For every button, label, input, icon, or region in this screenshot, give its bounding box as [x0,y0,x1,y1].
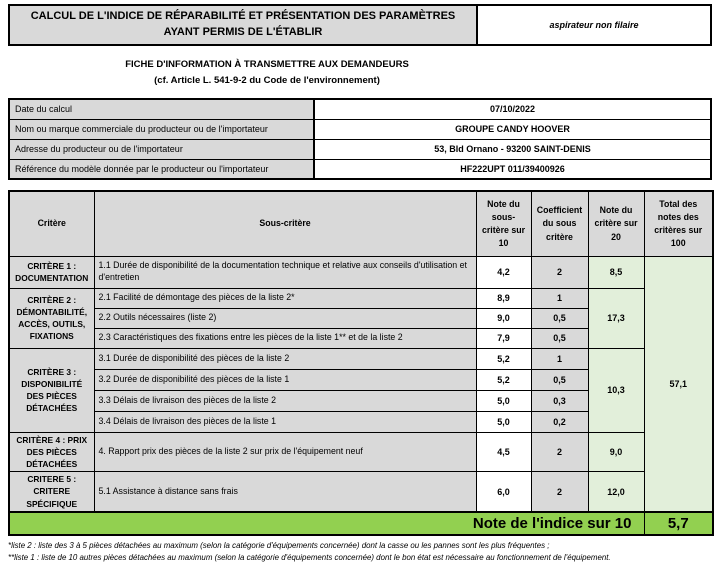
coef-3-2: 0,5 [531,369,588,390]
product-category-label: aspirateur non filaire [478,4,712,46]
table-header-row [9,191,713,256]
subtitle-line2: (cf. Article L. 541-9-2 du Code de l'environnement) [154,74,380,86]
header-critere: Critère [9,191,94,256]
criterion-5-score: 12,0 [588,472,644,512]
header-note-critere: Note du critère sur 20 [588,191,644,256]
info-value-model: HF222UPT 011/39400926 [314,159,711,179]
table-row [9,432,713,472]
subcriterion-3-3: 3.3 Délais de livraison des pièces de la liste 2 [94,390,476,411]
info-label-date: Date du calcul [9,99,314,119]
coef-1-1: 2 [531,256,588,288]
subcriterion-3-2: 3.2 Durée de disponibilité des pièces de la liste 1 [94,369,476,390]
score-2-1: 8,9 [476,288,531,308]
score-2-2: 9,0 [476,308,531,328]
header-total: Total des notes des critères sur 100 [644,191,713,256]
coef-2-2: 0,5 [531,308,588,328]
footnote-liste1: **liste 1 : liste de 10 autres pièces détachées au maximum (selon la catégorie d'équipements concernée) dont le bon état est nécessaire au fonctionnement de l'équipement. [8,553,611,563]
table-row [9,256,713,288]
subcriterion-5-1: 5.1 Assistance à distance sans frais [94,472,476,512]
subcriterion-3-1: 3.1 Durée de disponibilité des pièces de la liste 2 [94,348,476,369]
producer-info-table [8,98,712,180]
criterion-1-score: 8,5 [588,256,644,288]
criterion-3-name: CRITÈRE 3 : DISPONIBILITÉ DES PIÈCES DÉTACHÉES [9,348,94,432]
table-row [9,472,713,512]
coef-3-3: 0,3 [531,390,588,411]
total-score-100: 57,1 [644,256,713,512]
info-value-date: 07/10/2022 [314,99,711,119]
subcriterion-4: 4. Rapport prix des pièces de la liste 2 sur prix de l'équipement neuf [94,432,476,472]
info-value-brand: GROUPE CANDY HOOVER [314,119,711,139]
info-label-model: Référence du modèle donnée par le producteur ou l'importateur [9,159,314,179]
criterion-2-score: 17,3 [588,288,644,348]
index-result-label: Note de l'indice sur 10 [9,512,644,535]
criterion-1-name: CRITÈRE 1 : DOCUMENTATION [9,256,94,288]
coef-3-1: 1 [531,348,588,369]
criterion-4-score: 9,0 [588,432,644,472]
table-row [9,99,711,119]
coef-4: 2 [531,432,588,472]
score-3-3: 5,0 [476,390,531,411]
score-5-1: 6,0 [476,472,531,512]
subcriterion-2-1: 2.1 Facilité de démontage des pièces de la liste 2* [94,288,476,308]
coef-2-3: 0,5 [531,328,588,348]
criterion-2-name: CRITÈRE 2 : DÉMONTABILITÉ, ACCÈS, OUTILS, FIXATIONS [9,288,94,348]
criteria-table [8,190,714,536]
header-sous-critere: Sous-critère [94,191,476,256]
subcriterion-2-2: 2.2 Outils nécessaires (liste 2) [94,308,476,328]
info-label-brand: Nom ou marque commerciale du producteur ou de l'importateur [9,119,314,139]
header-note-sous-critere: Note du sous-critère sur 10 [476,191,531,256]
criterion-3-score: 10,3 [588,348,644,432]
subcriterion-2-3: 2.3 Caractéristiques des fixations entre les pièces de la liste 1** et de la liste 2 [94,328,476,348]
score-3-1: 5,2 [476,348,531,369]
table-row [9,159,711,179]
info-value-address: 53, Bld Ornano - 93200 SAINT-DENIS [314,139,711,159]
repairability-index-sheet [0,4,720,563]
criterion-5-name: CRITERE 5 : CRITERE SPÉCIFIQUE [9,472,94,512]
score-1-1: 4,2 [476,256,531,288]
subcriterion-1-1: 1.1 Durée de disponibilité de la documentation technique et relative aux conseils d'utilisation et d'entretien [94,256,476,288]
document-title: CALCUL DE L'INDICE DE RÉPARABILITÉ ET PRÉSENTATION DES PARAMÈTRES AYANT PERMIS DE L'ÉTABLIR [8,4,478,46]
score-3-2: 5,2 [476,369,531,390]
score-3-4: 5,0 [476,411,531,432]
footnote-liste2: *liste 2 : liste des 3 à 5 pièces détachées au maximum (selon la catégorie d'équipements concernée) dont la casse ou les pannes sont les plus fréquentes ; [8,540,550,550]
header-band [8,4,712,46]
info-label-address: Adresse du producteur ou de l'importateur [9,139,314,159]
score-4: 4,5 [476,432,531,472]
table-row [9,348,713,369]
footnotes [8,540,712,564]
index-result-row [9,512,713,535]
table-row [9,119,711,139]
document-subtitle [0,57,534,88]
header-coefficient: Coefficient du sous critère [531,191,588,256]
coef-5-1: 2 [531,472,588,512]
score-2-3: 7,9 [476,328,531,348]
subcriterion-3-4: 3.4 Délais de livraison des pièces de la liste 1 [94,411,476,432]
table-row [9,139,711,159]
index-result-value: 5,7 [644,512,713,535]
coef-2-1: 1 [531,288,588,308]
table-row [9,288,713,308]
subtitle-line1: FICHE D'INFORMATION À TRANSMETTRE AUX DEMANDEURS [125,58,409,70]
criterion-4-name: CRITÈRE 4 : PRIX DES PIÈCES DÉTACHÉES [9,432,94,472]
coef-3-4: 0,2 [531,411,588,432]
